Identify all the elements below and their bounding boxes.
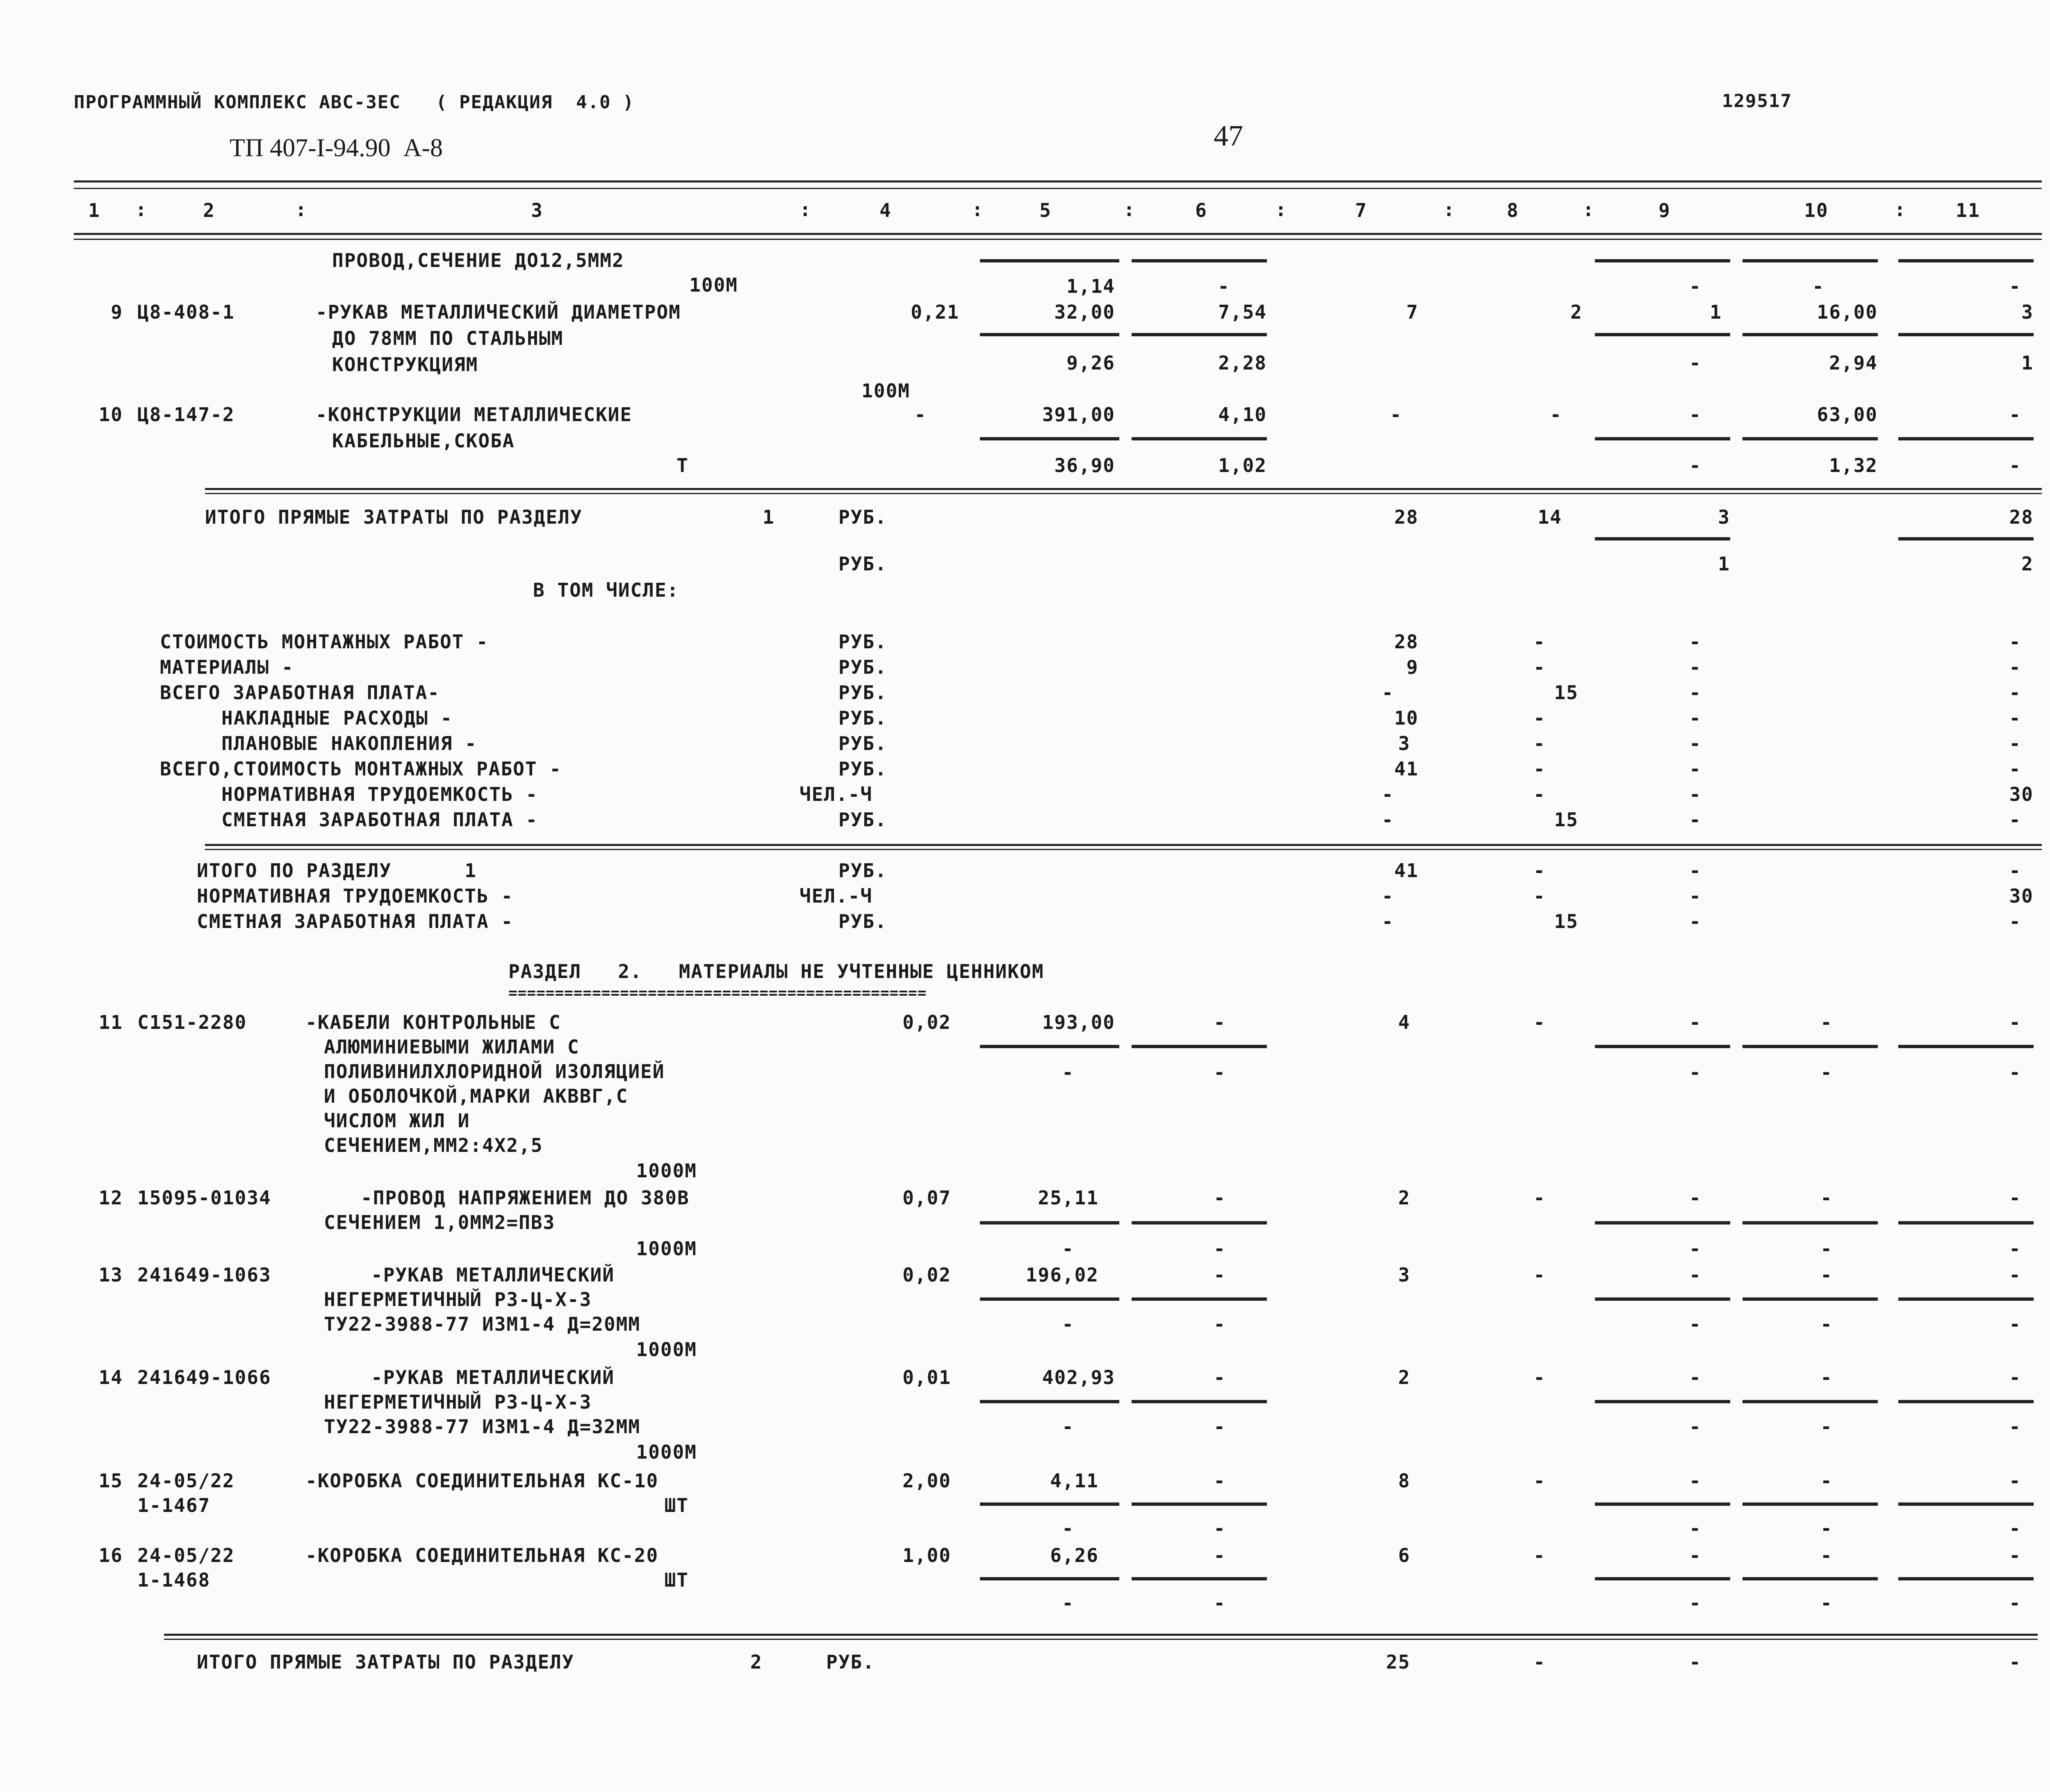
col-8: 8 xyxy=(1507,199,1519,221)
section-rule xyxy=(205,844,2042,846)
header-rule-top-2 xyxy=(74,188,2042,189)
carryover-unit: 100М xyxy=(689,274,738,296)
row-number: 14 xyxy=(98,1366,123,1388)
header-rule-bottom xyxy=(74,233,2042,235)
breakdown-label: ПЛАНОВЫЕ НАКОПЛЕНИЯ - xyxy=(221,732,477,755)
col-9: 9 xyxy=(1658,199,1671,221)
section-rule xyxy=(164,1634,2038,1636)
col-7: 7 xyxy=(1355,199,1367,221)
breakdown-label: ВСЕГО ЗАРАБОТНАЯ ПЛАТА- xyxy=(160,682,440,704)
row-number: 15 xyxy=(98,1470,123,1492)
breakdown-label: ВСЕГО,СТОИМОСТЬ МОНТАЖНЫХ РАБОТ - xyxy=(160,758,562,780)
row-number: 12 xyxy=(98,1187,123,1209)
breakdown-label: МАТЕРИАЛЫ - xyxy=(160,656,294,678)
row-code: Ц8-408-1 xyxy=(137,301,235,323)
page-number: 47 xyxy=(1214,119,1243,152)
section2-title: РАЗДЕЛ 2. МАТЕРИАЛЫ НЕ УЧТЕННЫЕ ЦЕННИКОМ xyxy=(508,960,1044,983)
row-code: С151-2280 xyxy=(137,1011,247,1033)
row-number: 16 xyxy=(98,1544,123,1566)
row-number: 10 xyxy=(98,404,123,426)
col-4: 4 xyxy=(879,199,892,221)
section-rule xyxy=(205,488,2042,490)
col-10: 10 xyxy=(1804,199,1829,221)
carryover-desc: ПРОВОД,СЕЧЕНИЕ ДО12,5ММ2 xyxy=(332,249,624,271)
archive-number: 129517 xyxy=(1722,91,1792,112)
col-1: 1 xyxy=(88,199,100,221)
breakdown-label: СТОИМОСТЬ МОНТАЖНЫХ РАБОТ - xyxy=(160,631,489,653)
estimate-page: ПРОГРАММНЫЙ КОМПЛЕКС АВС-3ЕС ( РЕДАКЦИЯ 4.0 ) ТП 407-I-94.90 А-8 47 129517 1 : 2 : 3 : 4 : 5 : 6 : 7 : 8 : 9 10 : 11 ПРОВОД,СЕЧЕНИЕ ДО12,5ММ2 100М 1,14 - - - - 9 Ц8-408-1 -РУКАВ МЕТАЛЛИЧЕСКИЙ ДИАМЕТРОМ ДО 78ММ ПО СТАЛЬНЫМ КОНСТРУКЦИЯМ 100М 0,21 32,00 7,54 7 2 1 16,00 3 9,26 2,28 - 2,94 1 10 Ц8-147-2 -КОНСТРУКЦИИ МЕТАЛЛИЧЕСКИЕ КАБЕЛЬНЫЕ,СКОБА Т - 391,00 4,10 - - - 63,00 - 36,90 1,02 - 1,32 - ИТОГО ПРЯМЫЕ ЗАТРАТЫ ПО РАЗДЕЛУ 1 РУБ. 28 14 3 28 РУБ. 1 2 В ТОМ ЧИСЛЕ: СТОИМОСТЬ МОНТАЖНЫХ РАБОТ - РУБ. 28 - - - МАТЕРИАЛЫ - РУБ. 9 - - - ВСЕГО ЗАРАБОТНАЯ ПЛАТА- РУБ. - 15 - - НАКЛАДНЫЕ РАСХОДЫ - РУБ. 10 - - - ПЛАНОВЫЕ НАКОПЛЕНИЯ - РУБ. 3 - - - ВСЕГО,СТОИМОСТЬ МОНТАЖНЫХ РАБОТ - РУБ. 41 - - - НОРМАТИВНАЯ ТРУДОЕМКОСТЬ - ЧЕЛ.-Ч - - - 30 СМЕТНАЯ ЗАРАБОТНАЯ ПЛАТА - РУБ. - 15 - - ИТОГО ПО РАЗДЕЛУ 1 РУБ. 41 - - - НОРМАТИВНАЯ ТРУДОЕМКОСТЬ - ЧЕЛ.-Ч - - - 30 СМЕТНАЯ ЗАРАБОТНАЯ ПЛАТА - РУБ. - 15 - - РАЗДЕЛ 2. МАТЕРИАЛЫ НЕ УЧТЕННЫЕ ЦЕННИКОМ ============================================= 11 С151-2280 -КАБЕЛИ КОНТРОЛЬНЫЕ С АЛЮМИНИЕВЫМИ ЖИЛАМИ С ПОЛИВИНИЛХЛОРИДНОЙ ИЗОЛЯЦИЕЙ И ОБОЛОЧКОЙ,МАРКИ АКВВГ,С ЧИСЛОМ ЖИЛ И СЕЧЕНИЕМ,ММ2:4Х2,5 1000М 0,02 193,00 - 4 - - - - - - - - - 12 15095-01034 -ПРОВОД НАПРЯЖЕНИЕМ ДО 380В СЕЧЕНИЕМ 1,0ММ2=ПВ3 1000М 0,07 25,11 - 2 - - - - - - - - - 13 241649-1063 -РУКАВ МЕТАЛЛИЧЕСКИЙ НЕГЕРМЕТИЧНЫЙ Р3-Ц-Х-3 ТУ22-3988-77 ИЗМ1-4 Д=20ММ 1000М 0,02 196,02 - 3 - - - - - - - - - 14 241649-1066 -РУКАВ МЕТАЛЛИЧЕСКИЙ НЕГЕРМЕТИЧНЫЙ Р3-Ц-Х-3 ТУ22-3988-77 ИЗМ1-4 Д=32ММ 1000М 0,01 402,93 - 2 - - - - - - - - - 15 24-05/22 1-1467 -КОРОБКА СОЕДИНИТЕЛЬНАЯ КС-10 ШТ 2,00 4,11 - 8 - - - - - - - - - 16 24-05/22 1-1468 -КОРОБКА СОЕДИНИТЕЛЬНАЯ КС-20 ШТ 1,00 6,26 - 6 - - - - - - - - - ИТОГО ПРЯМЫЕ ЗАТРАТЫ ПО РАЗДЕЛУ 2 РУБ. 25 - - - xyxy=(0,0,2050,1792)
col-2: 2 xyxy=(203,199,215,221)
document-code: ТП 407-I-94.90 А-8 xyxy=(230,134,443,162)
breakdown-label: НОРМАТИВНАЯ ТРУДОЕМКОСТЬ - xyxy=(221,783,538,805)
row-number: 9 xyxy=(111,301,123,323)
program-header: ПРОГРАММНЫЙ КОМПЛЕКС АВС-3ЕС ( РЕДАКЦИЯ 4.0 ) xyxy=(74,92,635,113)
col-5: 5 xyxy=(1039,199,1052,221)
including-label: В ТОМ ЧИСЛЕ: xyxy=(533,579,679,601)
row-code: Ц8-147-2 xyxy=(137,404,235,426)
header-rule-bottom-2 xyxy=(74,239,2042,240)
row-number: 13 xyxy=(98,1264,123,1286)
breakdown-label: НАКЛАДНЫЕ РАСХОДЫ - xyxy=(221,707,453,729)
row-code: 24-05/22 xyxy=(137,1470,235,1492)
row-code-2: 1-1467 xyxy=(137,1494,211,1516)
col-11: 11 xyxy=(1956,199,1980,221)
header-rule-top xyxy=(74,180,2042,182)
row-code: 241649-1066 xyxy=(137,1366,271,1388)
row-code: 15095-01034 xyxy=(137,1187,271,1209)
section2-rule: ============================================= xyxy=(508,985,927,1001)
row-code-2: 1-1468 xyxy=(137,1569,211,1591)
row-code: 241649-1063 xyxy=(137,1264,271,1286)
col-3: 3 xyxy=(531,199,543,221)
col-6: 6 xyxy=(1195,199,1207,221)
row-code: 24-05/22 xyxy=(137,1544,235,1566)
breakdown-label: СМЕТНАЯ ЗАРАБОТНАЯ ПЛАТА - xyxy=(221,809,538,831)
row-number: 11 xyxy=(98,1011,123,1033)
